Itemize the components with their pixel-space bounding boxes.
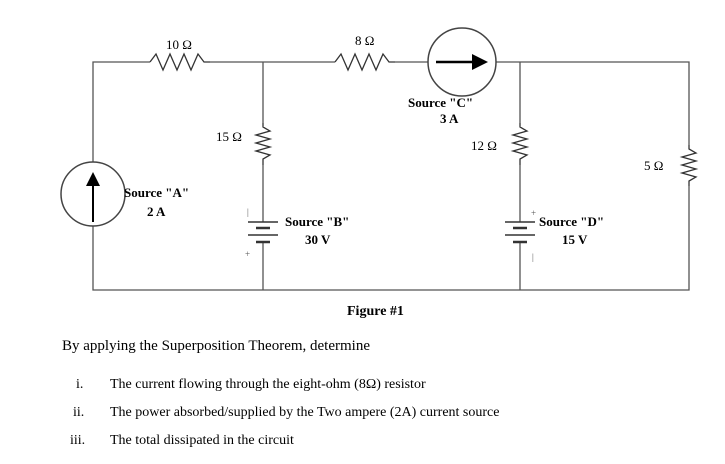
resistor-15-ohm-label: 15 Ω: [216, 129, 242, 144]
source-b-name: Source "B": [285, 214, 350, 229]
question-number: iii.: [70, 433, 86, 448]
question-text: The power absorbed/supplied by the Two ampere (2A) current source: [110, 405, 500, 420]
battery-source-b: [248, 222, 278, 242]
resistor-8-ohm-label: 8 Ω: [355, 33, 375, 48]
source-c-name: Source "C": [408, 95, 474, 110]
source-d-name: Source "D": [539, 214, 605, 229]
source-b-plus-sign: +: [245, 249, 251, 259]
resistor-5-ohm-label: 5 Ω: [644, 158, 664, 173]
question-number: i.: [76, 377, 84, 392]
wires: [93, 62, 689, 290]
resistor-5-ohm: [682, 145, 696, 186]
question-text: The total dissipated in the circuit: [110, 433, 294, 448]
battery-source-d: [505, 222, 535, 242]
source-d-plus-sign: +: [531, 208, 537, 218]
source-b-value: 30 V: [305, 232, 331, 247]
resistor-12-ohm: [513, 123, 527, 165]
source-c-value: 3 A: [440, 111, 459, 126]
problem-intro: By applying the Superposition Theorem, determine: [62, 338, 370, 354]
resistor-12-ohm-label: 12 Ω: [471, 138, 497, 153]
question-text: The current flowing through the eight-ohm (8Ω) resistor: [110, 377, 426, 392]
resistor-15-ohm: [256, 123, 270, 165]
question-number: ii.: [73, 405, 85, 420]
current-source-c: [428, 28, 496, 96]
source-d-value: 15 V: [562, 232, 588, 247]
source-a-name: Source "A": [124, 185, 190, 200]
figure-caption: Figure #1: [347, 304, 404, 319]
resistor-10-ohm-label: 10 Ω: [166, 37, 192, 52]
resistor-8-ohm: [335, 54, 395, 70]
current-source-a: [61, 162, 125, 226]
resistor-10-ohm: [150, 54, 210, 70]
source-d-minus-sign: |: [532, 252, 534, 262]
source-b-minus-sign: |: [247, 207, 249, 217]
source-a-value: 2 A: [147, 204, 166, 219]
